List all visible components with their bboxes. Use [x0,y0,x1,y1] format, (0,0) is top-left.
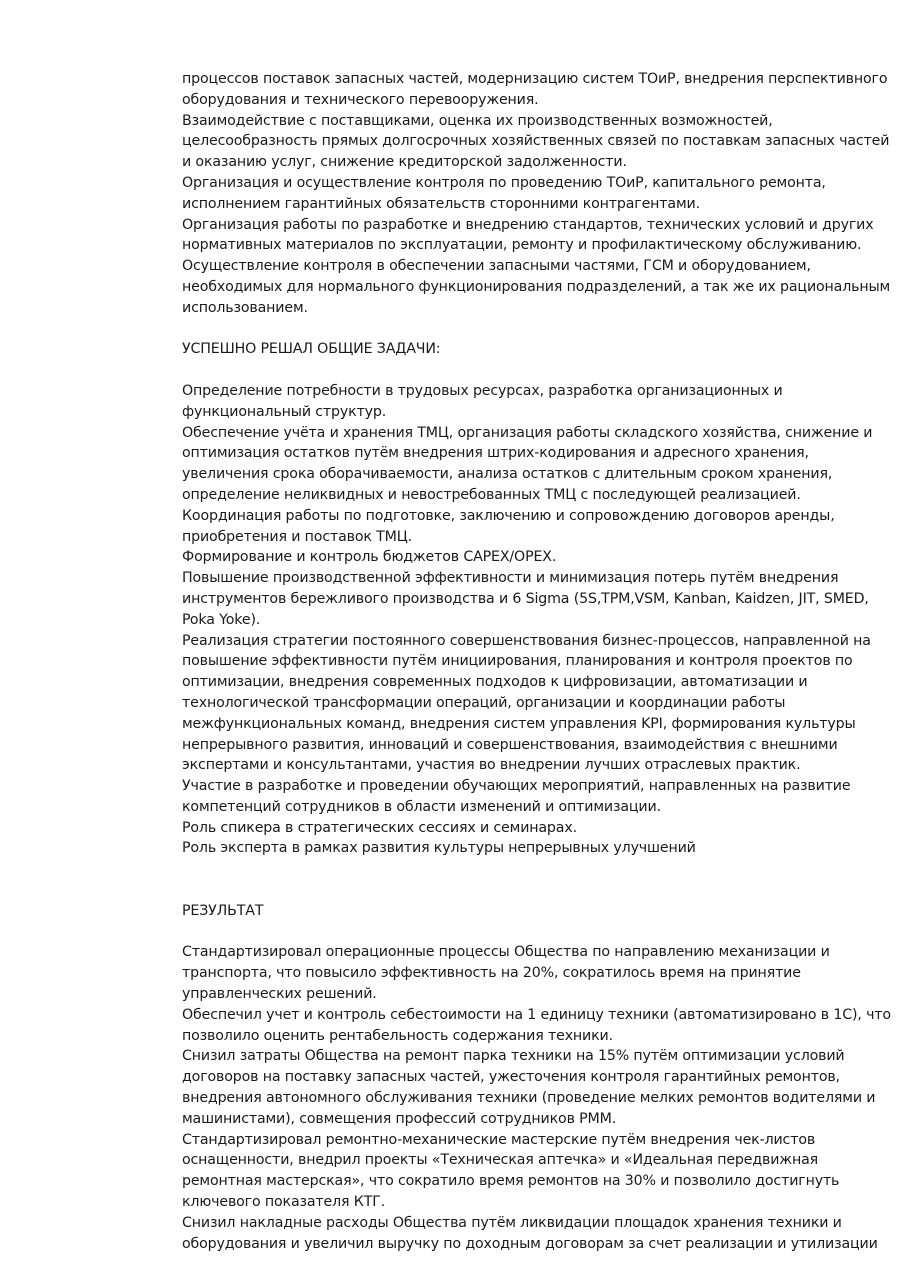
intro-line: оборудования и технического перевооружения. [182,91,539,108]
result-line: ремонтная мастерская», что сократило время ремонтов на 30% и позволило достигнуть [182,1173,840,1190]
task-line: оптимизация остатков путём внедрения штрих-кодирования и адресного хранения, [182,445,809,462]
task-line: непрерывного развития, инноваций и совершенствования, взаимодействия с внешними [182,736,838,753]
task-line: Роль спикера в стратегических сессиях и семинарах. [182,819,577,836]
task-line: повышение эффективности путём инициирования, планирования и контроля проектов по [182,653,853,670]
intro-line: Взаимодействие с поставщиками, оценка их производственных возможностей, [182,112,773,129]
intro-line: процессов поставок запасных частей, модернизацию систем ТОиР, внедрения перспективного [182,71,888,87]
task-line: Участие в разработке и проведении обучающих мероприятий, направленных на развитие [182,778,851,795]
task-line: приобретения и поставок ТМЦ. [182,528,412,545]
result-section [182,942,891,1254]
result-line: машинистами), совмещения профессий сотрудников РММ. [182,1110,617,1127]
intro-line: Осуществление контроля в обеспечении запасными частями, ГСМ и оборудованием, [182,258,811,275]
task-line: Роль эксперта в рамках развития культуры непрерывных улучшений [182,840,696,857]
task-line: Повышение производственной эффективности и минимизация потерь путём внедрения [182,570,839,587]
result-line: Снизил затраты Общества на ремонт парка техники на 15% путём оптимизации условий [182,1048,845,1065]
result-line: ключевого показателя КТГ. [182,1194,386,1211]
task-line: оптимизации, внедрения современных подходов к цифровизации, автоматизации и [182,674,808,691]
task-line: компетенций сотрудников в области изменений и оптимизации. [182,798,661,815]
intro-line: Организация работы по разработке и внедрению стандартов, технических условий и других [182,216,874,233]
result-line: договоров на поставку запасных частей, ужесточения контроля гарантийных ремонтов, [182,1069,840,1086]
result-line: Стандартизировал операционные процессы Общества по направлению механизации и [182,944,830,961]
result-line: управленческих решений. [182,986,377,1003]
result-line: Обеспечил учет и контроль себестоимости на 1 единицу техники (автоматизировано в 1С), что [182,1006,891,1023]
intro-line: Организация и осуществление контроля по проведению ТОиР, капитального ремонта, [182,174,826,191]
task-line: Poka Yoke). [182,611,261,628]
result-line: оснащенности, внедрил проекты «Техническая аптечка» и «Идеальная передвижная [182,1152,818,1169]
task-line: Определение потребности в трудовых ресурсах, разработка организационных и [182,382,783,399]
intro-line: использованием. [182,299,308,316]
task-line: определение неликвидных и невостребованных ТМЦ с последующей реализацией. [182,486,801,503]
task-line: технологической трансформации операций, организации и координации работы [182,694,786,711]
task-line: экспертами и консультантами, участия во внедрении лучших отраслевых практик. [182,757,801,774]
task-line: Формирование и контроль бюджетов CAPEX/OPEX. [182,549,557,566]
document-body [182,69,891,1254]
result-line: внедрения автономного обслуживания техники (проведение мелких ремонтов водителями и [182,1090,876,1107]
result-line: Стандартизировал ремонтно-механические мастерские путём внедрения чек-листов [182,1131,816,1148]
result-line: транспорта, что повысило эффективность на 20%, сократилось время на принятие [182,965,801,982]
tasks-heading: УСПЕШНО РЕШАЛ ОБЩИЕ ЗАДАЧИ: [182,341,441,358]
intro-line: целесообразность прямых долгосрочных хозяйственных связей по поставкам запасных частей [182,133,890,150]
result-line: позволило оценить рентабельность содержания техники. [182,1027,613,1044]
result-line: Снизил накладные расходы Общества путём ликвидации площадок хранения техники и [182,1214,842,1231]
intro-line: нормативных материалов по эксплуатации, ремонту и профилактическому обслуживанию. [182,237,862,254]
task-line: межфункциональных команд, внедрения систем управления KPI, формирования культуры [182,715,856,732]
task-line: Реализация стратегии постоянного совершенствования бизнес-процессов, направленной на [182,632,871,649]
task-line: функциональный структур. [182,403,387,420]
task-line: Обеспечение учёта и хранения ТМЦ, организация работы складского хозяйства, снижение и [182,424,873,441]
task-line: увеличения срока оборачиваемости, анализа остатков с длительным сроком хранения, [182,466,833,483]
intro-section [182,69,891,319]
result-heading: РЕЗУЛЬТАТ [182,902,264,919]
task-line: Координация работы по подготовке, заключению и сопровождению договоров аренды, [182,507,835,524]
intro-line: необходимых для нормального функционирования подразделений, а так же их рациональным [182,278,891,295]
intro-line: и оказанию услуг, снижение кредиторской задолженности. [182,154,627,171]
result-line: оборудования и увеличил выручку по доходным договорам за счет реализации и утилизации [182,1235,878,1252]
intro-line: исполнением гарантийных обязательств сторонними контрагентами. [182,195,700,212]
task-line: инструментов бережливого производства и 6 Sigma (5S,TPM,VSM, Kanban, Kaidzen, JIT, SMED, [182,590,869,607]
tasks-section [182,381,882,859]
